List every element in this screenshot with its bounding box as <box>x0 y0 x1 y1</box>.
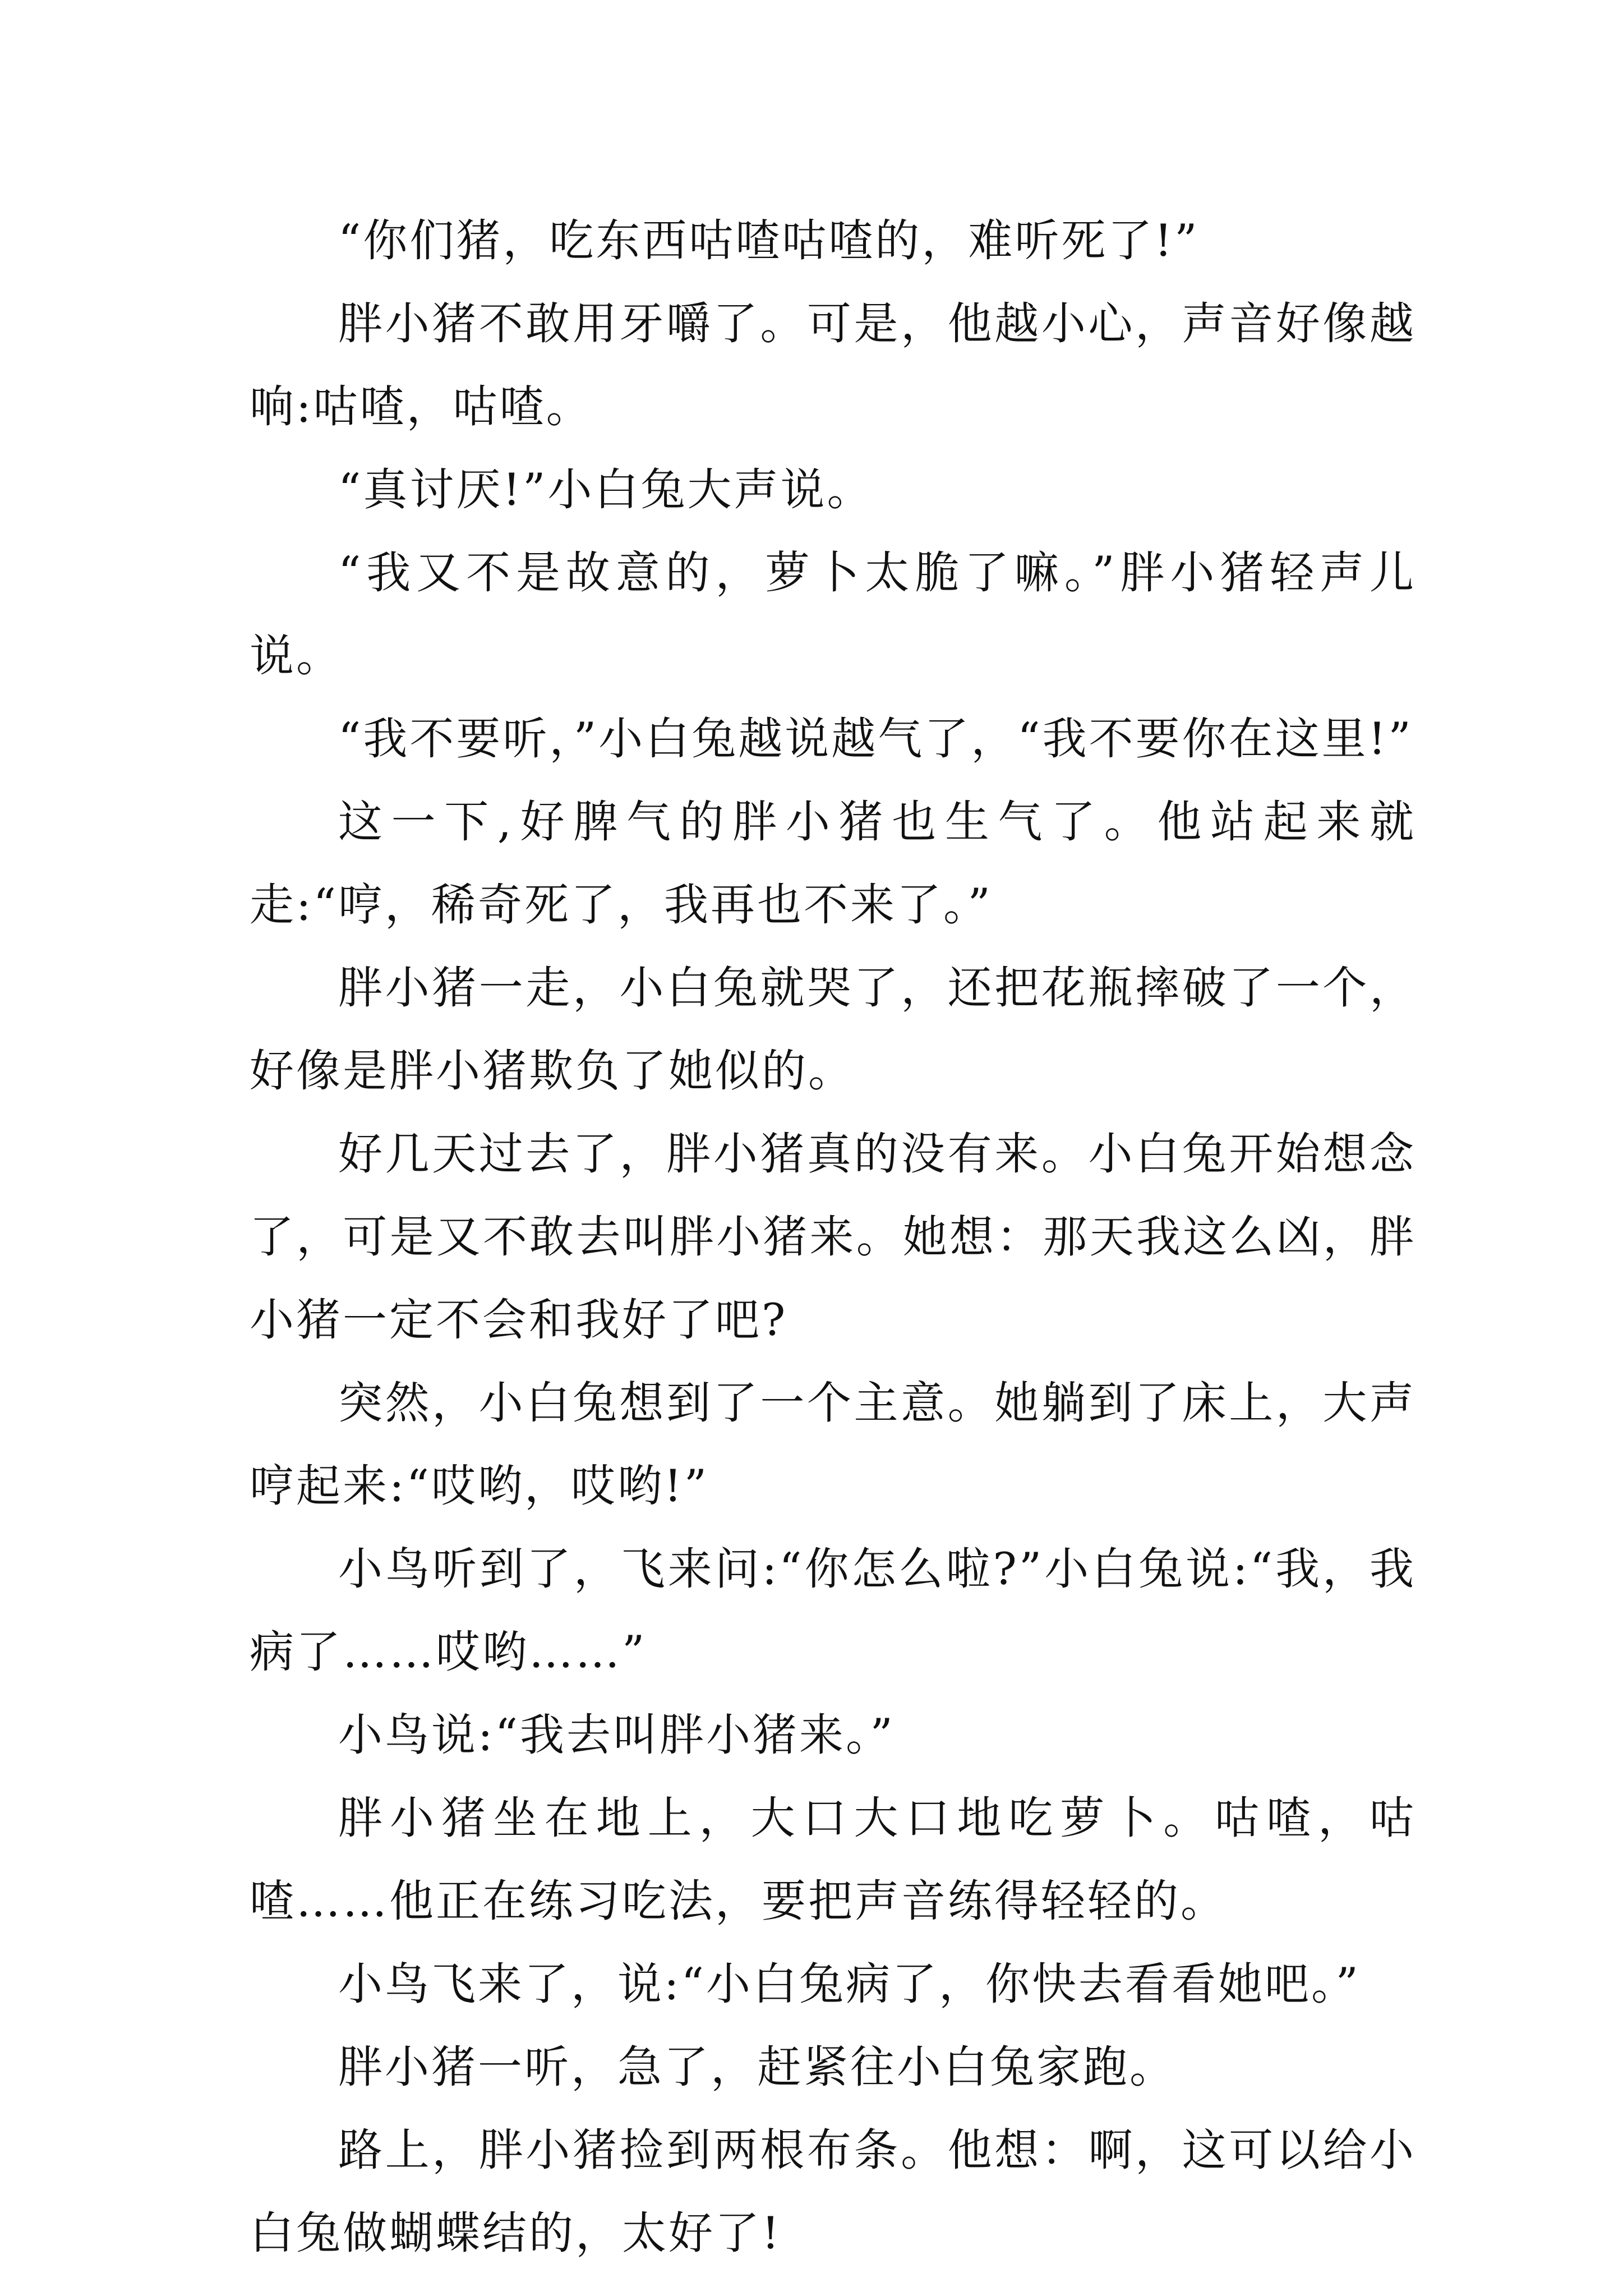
paragraph: 胖小猪一走，小白兔就哭了，还把花瓶摔破了一个，好像是胖小猪欺负了她似的。 <box>250 962 1416 1097</box>
paragraph: “你们猪，吃东西咕喳咕喳的，难听死了!” <box>338 215 1200 266</box>
paragraph: 这一下,好脾气的胖小猪也生气了。他站起来就走:“哼，稀奇死了，我再也不来了。” <box>250 796 1416 931</box>
paragraph: “我又不是故意的，萝卜太脆了嘛。”胖小猪轻声儿说。 <box>250 547 1416 682</box>
paragraph: “我不要听，”小白兔越说越气了，“我不要你在这里!” <box>338 713 1413 765</box>
paragraph: 胖小猪不敢用牙嚼了。可是，他越小心，声音好像越响:咕喳，咕喳。 <box>250 298 1416 432</box>
paragraph: 路上，胖小猪捡到两根布条。他想：啊，这可以给小白兔做蝴蝶结的，太好了! <box>250 2124 1416 2259</box>
paragraph: 小鸟说:“我去叫胖小猪来。” <box>338 1709 895 1761</box>
paragraph: 突然，小白兔想到了一个主意。她躺到了床上，大声哼起来:“哎哟，哎哟!” <box>250 1377 1416 1512</box>
paragraph: 好几天过去了，胖小猪真的没有来。小白兔开始想念了，可是又不敢去叫胖小猪来。她想：那天我这么凶，胖小猪一定不会和我好了吧? <box>250 1128 1416 1346</box>
paragraph: 胖小猪坐在地上，大口大口地吃萝卜。咕喳，咕喳……他正在练习吃法，要把声音练得轻轻的。 <box>250 1792 1416 1927</box>
paragraph: 小鸟听到了，飞来问:“你怎么啦?”小白兔说:“我，我病了……哎哟……” <box>250 1543 1416 1678</box>
paragraph: 胖小猪一听，急了，赶紧往小白兔家跑。 <box>338 2041 1176 2093</box>
paragraph: “真讨厌!”小白兔大声说。 <box>338 464 874 516</box>
paragraph: 小鸟飞来了，说:“小白兔病了，你快去看看她吧。” <box>338 1958 1361 2010</box>
story-text <box>250 199 1416 2275</box>
